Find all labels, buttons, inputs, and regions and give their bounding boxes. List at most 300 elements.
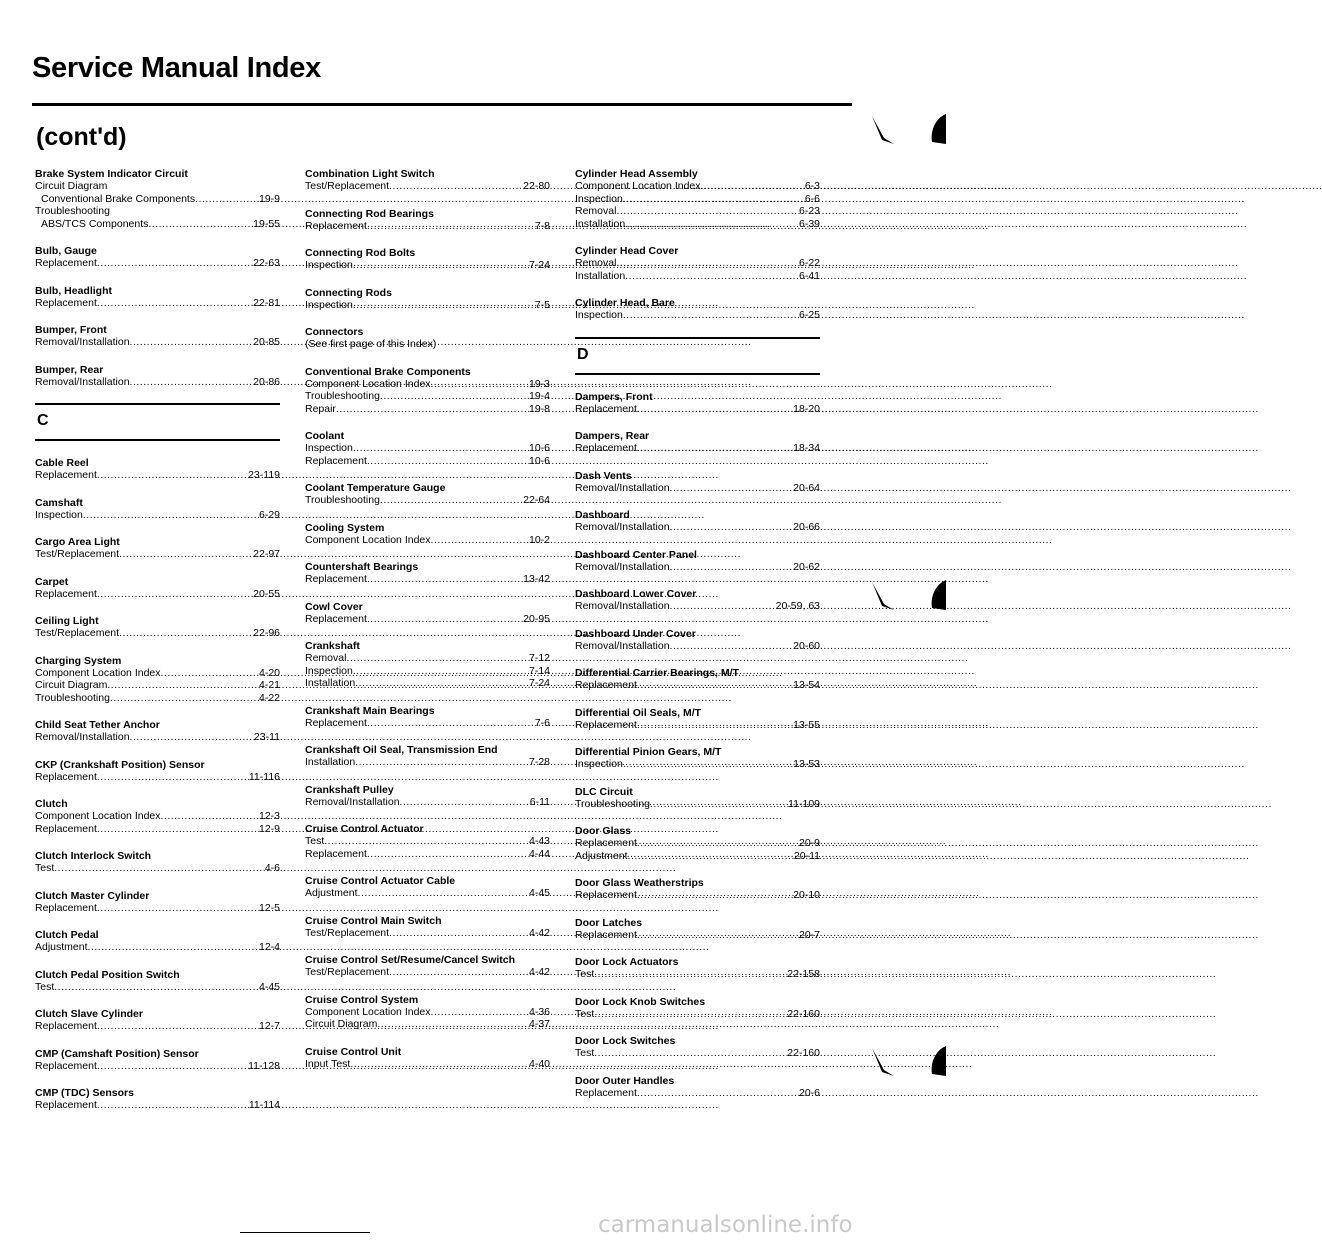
entry-subtopic: Input Test [305, 1057, 351, 1070]
dot-leader [355, 677, 528, 690]
entry-subtopic: (See first page of this Index) [305, 338, 437, 350]
dot-leader [88, 941, 258, 954]
index-entry [305, 705, 550, 730]
entry-subtopic: Replacement [305, 219, 367, 232]
entry-line [575, 193, 820, 206]
footer-rule [240, 1232, 370, 1233]
page-number: 6-29 [258, 508, 280, 521]
entry-subtopic: Test/Replacement [35, 548, 120, 560]
entry-line [35, 193, 280, 206]
entry-title: Child Seat Tether Anchor [35, 719, 160, 731]
entry-subtopic: Conventional Brake Components [41, 192, 196, 205]
index-entry [35, 168, 280, 230]
entry-title: Coolant Temperature Gauge [305, 482, 446, 494]
dot-leader [701, 180, 804, 193]
entry-subtopic: Troubleshooting [305, 494, 380, 506]
index-column-1 [35, 168, 280, 1127]
index-entry [305, 326, 550, 351]
dot-leader [367, 848, 528, 861]
entry-line [305, 887, 550, 900]
index-entry [35, 324, 280, 349]
index-entry [305, 875, 550, 900]
entry-line [575, 679, 820, 692]
entry-title: Crankshaft Pulley [305, 783, 394, 796]
index-entry [35, 364, 280, 389]
dot-leader [97, 1060, 247, 1073]
page-number: 7-24 [528, 259, 550, 271]
index-entry [575, 825, 820, 862]
entry-title: Cruise Control Actuator [305, 823, 424, 835]
entry-line [575, 889, 820, 902]
dot-leader [97, 297, 252, 310]
entry-subtopic: Replacement [305, 573, 367, 585]
entry-title: Brake System Indicator Circuit [35, 168, 188, 180]
index-entry [305, 247, 550, 272]
entry-line [305, 534, 550, 547]
page-number: 20-59, 63 [775, 600, 820, 612]
index-entry [575, 1035, 820, 1060]
entry-subtopic: Inspection [575, 192, 623, 205]
entry-subtopic: Replacement [305, 847, 367, 860]
entry-line [575, 309, 820, 322]
page-number: 12-9 [258, 822, 280, 835]
entry-title: Bumper, Rear [35, 363, 104, 376]
entry-line [575, 1087, 820, 1100]
entry-title: Differential Carrier Bearings, M/T [575, 667, 739, 679]
entry-line [35, 1060, 280, 1073]
entry-title: Door Lock Actuators [575, 956, 679, 968]
index-entry [575, 667, 820, 692]
page-number: 7-12 [528, 652, 550, 664]
entry-line [305, 652, 550, 665]
entry-subtopic: Removal [305, 652, 347, 664]
entry-title: Carpet [35, 575, 69, 588]
dot-leader [616, 257, 798, 270]
entry-title: Countershaft Bearings [305, 561, 419, 573]
entry-line [35, 981, 280, 994]
entry-subtopic: Test [575, 968, 595, 980]
entry-line [305, 259, 550, 272]
entry-subtopic: Test/Replacement [305, 180, 390, 192]
index-entry [305, 1046, 550, 1071]
index-entry [35, 497, 280, 522]
page-number: 7-5 [534, 298, 550, 311]
entry-subtopic: Test [35, 862, 55, 874]
entry-title: Cylinder Head, Bare [575, 297, 675, 309]
index-entry [35, 850, 280, 875]
index-entry [575, 297, 820, 322]
entry-title: Door Lock Switches [575, 1035, 676, 1047]
entry-title: CMP (Camshaft Position) Sensor [35, 1047, 199, 1060]
page-number: 20-86 [253, 375, 280, 388]
page-number: 22-63 [253, 257, 280, 269]
section-letter: D [577, 345, 589, 363]
page-number: 7-14 [528, 664, 550, 677]
page-number: 22-80 [523, 180, 550, 192]
entry-subtopic: Replacement [575, 928, 637, 941]
page-number: 4-45 [258, 980, 280, 993]
dot-leader [389, 966, 528, 979]
entry-subtopic: Installation [305, 677, 356, 689]
dot-leader [431, 378, 528, 391]
entry-subtopic: Removal/Installation [575, 521, 670, 533]
dot-leader [130, 731, 253, 744]
entry-title: Cruise Control Actuator Cable [305, 875, 456, 887]
index-entry [305, 430, 550, 467]
entry-line [35, 469, 280, 482]
dot-leader [97, 902, 258, 915]
entry-subtopic: Inspection [35, 508, 83, 521]
index-entry [35, 1087, 280, 1112]
dot-leader [367, 573, 522, 586]
entry-line [35, 902, 280, 915]
entry-title: Crankshaft [305, 640, 360, 652]
entry-subtopic: Test [305, 835, 325, 847]
index-entry [305, 954, 550, 979]
index-entry [35, 457, 280, 482]
entry-subtopic: Test [35, 980, 55, 993]
dot-leader [637, 1087, 798, 1100]
entry-line [575, 1047, 820, 1060]
dot-leader [377, 1018, 528, 1031]
page-number: 12-5 [258, 901, 280, 914]
entry-subtopic: Replacement [35, 1059, 97, 1072]
page-number: 4-37 [528, 1018, 550, 1030]
page-number: 6-11 [529, 795, 550, 808]
index-entry [305, 744, 550, 769]
entry-subtopic: Circuit Diagram [305, 1018, 378, 1030]
dot-leader [336, 403, 528, 416]
page-number: 10-6 [528, 454, 550, 467]
page-number: 6-25 [798, 309, 820, 321]
entry-line [35, 627, 280, 640]
dot-leader [97, 1020, 258, 1033]
index-entry [305, 640, 550, 690]
dot-leader [346, 652, 528, 665]
watermark: carmanualsonline.info [598, 1212, 853, 1238]
index-entry [575, 746, 820, 771]
page-number: 20-95 [523, 612, 550, 625]
entry-subtopic: Removal/Installation [575, 481, 670, 494]
entry-line [305, 717, 550, 730]
index-entry [575, 1075, 820, 1100]
entry-line [35, 1099, 280, 1112]
page-number: 22-64 [523, 494, 550, 506]
entry-line [305, 756, 550, 769]
entry-line [35, 1020, 280, 1033]
entry-subtopic: Replacement [575, 442, 637, 454]
entry-title: Cylinder Head Cover [575, 245, 679, 257]
entry-subtopic: Replacement [35, 587, 97, 600]
index-entry [305, 994, 550, 1031]
entry-title: Combination Light Switch [305, 168, 435, 180]
index-entry [305, 561, 550, 586]
index-entry [575, 168, 820, 230]
entry-line [575, 968, 820, 981]
entry-line [35, 823, 280, 836]
page-number: 19-55 [253, 217, 280, 230]
entry-title: Dash Vents [575, 469, 632, 482]
page-number: 4-20 [258, 666, 280, 679]
entry-title: Coolant [305, 430, 345, 442]
dot-leader [97, 823, 258, 836]
entry-title: CKP (Crankshaft Position) Sensor [35, 758, 205, 771]
entry-title: Cooling System [305, 521, 385, 534]
entry-subtopic: Replacement [35, 770, 97, 783]
dot-leader [83, 509, 258, 522]
page-number: 22-97 [253, 548, 280, 560]
page-number: 10-2 [528, 533, 550, 546]
page-number: 7-6 [534, 716, 550, 729]
entry-title: Clutch Slave Cylinder [35, 1008, 143, 1020]
entry-subtopic: Removal/Installation [575, 560, 670, 573]
dot-leader [637, 679, 792, 692]
dot-leader [389, 927, 528, 940]
entry-subtopic: Test [575, 1007, 595, 1020]
dot-leader [380, 494, 522, 507]
entry-line [35, 588, 280, 601]
entry-line [35, 941, 280, 954]
entry-subtopic: Removal/Installation [35, 731, 130, 743]
entry-title: Clutch Interlock Switch [35, 850, 152, 862]
entry-subtopic: Replacement [35, 469, 97, 481]
entry-line [35, 810, 280, 823]
index-entry [35, 285, 280, 310]
page-number: 13-55 [793, 718, 820, 731]
page-number: 22-160 [787, 1007, 820, 1020]
index-entry [575, 549, 820, 574]
entry-title: Cable Reel [35, 457, 89, 469]
dot-leader [670, 561, 793, 574]
dot-leader [625, 218, 798, 231]
entry-line [305, 180, 550, 193]
page-number: 19-9 [258, 192, 280, 205]
index-entry [575, 707, 820, 732]
entry-subtopic: Replacement [35, 1020, 97, 1032]
entry-title: Cruise Control Unit [305, 1045, 402, 1058]
dot-leader [367, 455, 528, 468]
section-rule [575, 373, 820, 375]
entry-subtopic: Inspection [575, 758, 623, 770]
index-entry [35, 245, 280, 270]
entry-line [575, 442, 820, 455]
page-number: 20-64 [793, 481, 820, 494]
page-number: 11-116 [248, 770, 280, 783]
entry-line [575, 929, 820, 942]
dot-leader [594, 1008, 786, 1021]
entry-subtopic: Replacement [35, 296, 97, 309]
page-number: 20-60 [793, 639, 820, 652]
entry-title: Cruise Control System [305, 993, 419, 1006]
page-number: 7-8 [534, 219, 550, 232]
page-number: 4-44 [528, 847, 550, 860]
entry-subtopic: Replacement [35, 1099, 97, 1111]
entry-subtopic: Replacement [575, 837, 637, 849]
dot-leader [97, 257, 252, 270]
entry-line [35, 667, 280, 680]
entry-title: Connectors [305, 326, 364, 338]
entry-line [575, 521, 820, 534]
dot-leader [353, 259, 528, 272]
entry-line [305, 220, 550, 233]
entry-subtopic: Replacement [575, 402, 637, 415]
index-entry [35, 615, 280, 640]
page-number: 12-7 [258, 1020, 280, 1032]
entry-title: Door Glass Weatherstrips [575, 877, 704, 889]
entry-subtopic: Adjustment [35, 941, 88, 953]
entry-subtopic: Replacement [575, 718, 637, 731]
dot-leader [54, 981, 258, 994]
page-number: 11-109 [788, 797, 820, 810]
entry-line [305, 927, 550, 940]
dot-leader [380, 390, 528, 403]
dot-leader [594, 968, 786, 981]
page-number: 13-53 [793, 758, 820, 770]
page-subtitle: (cont'd) [36, 123, 127, 151]
index-entry [575, 786, 820, 811]
entry-line [305, 338, 550, 351]
index-entry [575, 245, 820, 282]
page-number: 6-6 [804, 192, 820, 205]
entry-title: Charging System [35, 654, 122, 667]
dot-leader [431, 1006, 528, 1019]
entry-line [305, 665, 550, 678]
entry-subtopic: Removal/Installation [305, 795, 400, 808]
entry-line [305, 442, 550, 455]
index-entry [35, 890, 280, 915]
dot-leader [107, 679, 258, 692]
entry-title: Cylinder Head Assembly [575, 168, 698, 180]
entry-line [305, 835, 550, 848]
entry-subtopic: Inspection [305, 298, 353, 311]
entry-title: Bumper, Front [35, 324, 107, 336]
entry-line [305, 1058, 550, 1071]
entry-subtopic: Inspection [305, 664, 353, 677]
dot-leader [637, 719, 792, 732]
entry-subtopic: Test/Replacement [305, 926, 390, 939]
index-entry [305, 287, 550, 312]
entry-title: Connecting Rod Bolts [305, 247, 416, 259]
entry-line [305, 403, 550, 416]
entry-subtopic: Replacement [35, 257, 97, 269]
entry-subtopic: Replacement [575, 679, 637, 691]
page-number: 7-24 [528, 677, 550, 689]
entry-line [575, 561, 820, 574]
entry-subtopic: Removal [575, 257, 617, 269]
page-number: 23-11 [253, 731, 280, 743]
entry-subtopic: ABS/TCS Components [41, 217, 149, 230]
index-entry [305, 366, 550, 416]
index-column-2 [305, 168, 550, 1085]
entry-subtopic: Adjustment [575, 849, 628, 862]
dot-leader [670, 600, 775, 613]
page-number: 6-39 [798, 217, 820, 230]
entry-line [575, 719, 820, 732]
entry-title: Cruise Control Set/Resume/Cancel Switch [305, 954, 516, 966]
dot-leader [616, 205, 798, 218]
page-number: 4-40 [528, 1057, 550, 1070]
entry-line [575, 850, 820, 863]
entry-title: Crankshaft Main Bearings [305, 704, 435, 717]
entry-title: Connecting Rods [305, 286, 392, 299]
index-entry [305, 482, 550, 507]
dot-leader [367, 613, 522, 626]
page-number: 6-22 [798, 257, 820, 269]
index-entry [305, 208, 550, 233]
entry-line [575, 640, 820, 653]
dot-leader [355, 756, 528, 769]
entry-line [305, 299, 550, 312]
entry-subtopic: Installation [575, 217, 626, 230]
page-number: 19-4 [528, 390, 550, 402]
entry-subtopic: Component Location Index [305, 1005, 431, 1018]
entry-subtopic: Replacement [35, 822, 97, 835]
dot-leader [637, 403, 792, 416]
entry-subtopic: Component Location Index [305, 377, 431, 390]
dot-leader [623, 309, 798, 322]
page-number: 11-128 [248, 1059, 280, 1072]
entry-line [305, 390, 550, 403]
index-entry [35, 576, 280, 601]
entry-subtopic: Test/Replacement [35, 627, 120, 639]
entry-line [575, 482, 820, 495]
entry-subtopic: Circuit Diagram [35, 679, 108, 691]
entry-subtopic: Replacement [575, 1086, 637, 1099]
dot-leader [431, 534, 528, 547]
page-number: 19-3 [528, 377, 550, 390]
entry-subtopic: Adjustment [305, 887, 358, 899]
entry-line [575, 218, 820, 231]
entry-line [575, 758, 820, 771]
page-number: 13-42 [523, 573, 550, 585]
entry-title: Clutch Pedal Position Switch [35, 968, 180, 981]
entry-title: Dashboard Lower Cover [575, 588, 697, 600]
index-entry [35, 1008, 280, 1033]
entry-title: Connecting Rod Bearings [305, 207, 434, 220]
entry-subtopic: Component Location Index [575, 180, 701, 192]
page-number: 19-8 [528, 402, 550, 415]
entry-subtopic: Replacement [575, 889, 637, 901]
section-rule [35, 439, 280, 441]
entry-line [305, 455, 550, 468]
entry-line [35, 180, 280, 193]
dot-leader [637, 837, 798, 850]
entry-title: Dampers, Rear [575, 430, 650, 442]
dot-leader [594, 1047, 786, 1060]
dot-leader [353, 442, 528, 455]
dot-leader [400, 796, 529, 809]
page-number: 4-42 [528, 966, 550, 978]
page-number: 4-45 [528, 887, 550, 899]
entry-subtopic: Replacement [305, 454, 367, 467]
entry-line [305, 378, 550, 391]
entry-title: Door Glass [575, 825, 632, 837]
entry-line [305, 848, 550, 861]
entry-line [35, 297, 280, 310]
entry-title: Cargo Area Light [35, 536, 120, 548]
entry-subtopic: Circuit Diagram [35, 180, 108, 192]
entry-line [35, 731, 280, 744]
entry-subtopic: Repair [305, 402, 336, 415]
page-number: 20-11 [793, 849, 820, 862]
entry-subtopic: Replacement [35, 901, 97, 914]
page-number: 20-7 [798, 928, 820, 941]
index-entry [575, 917, 820, 942]
page-number: 4-6 [264, 862, 280, 874]
index-entry [575, 588, 820, 613]
page-number: 20-10 [793, 889, 820, 901]
dot-leader [625, 270, 798, 283]
